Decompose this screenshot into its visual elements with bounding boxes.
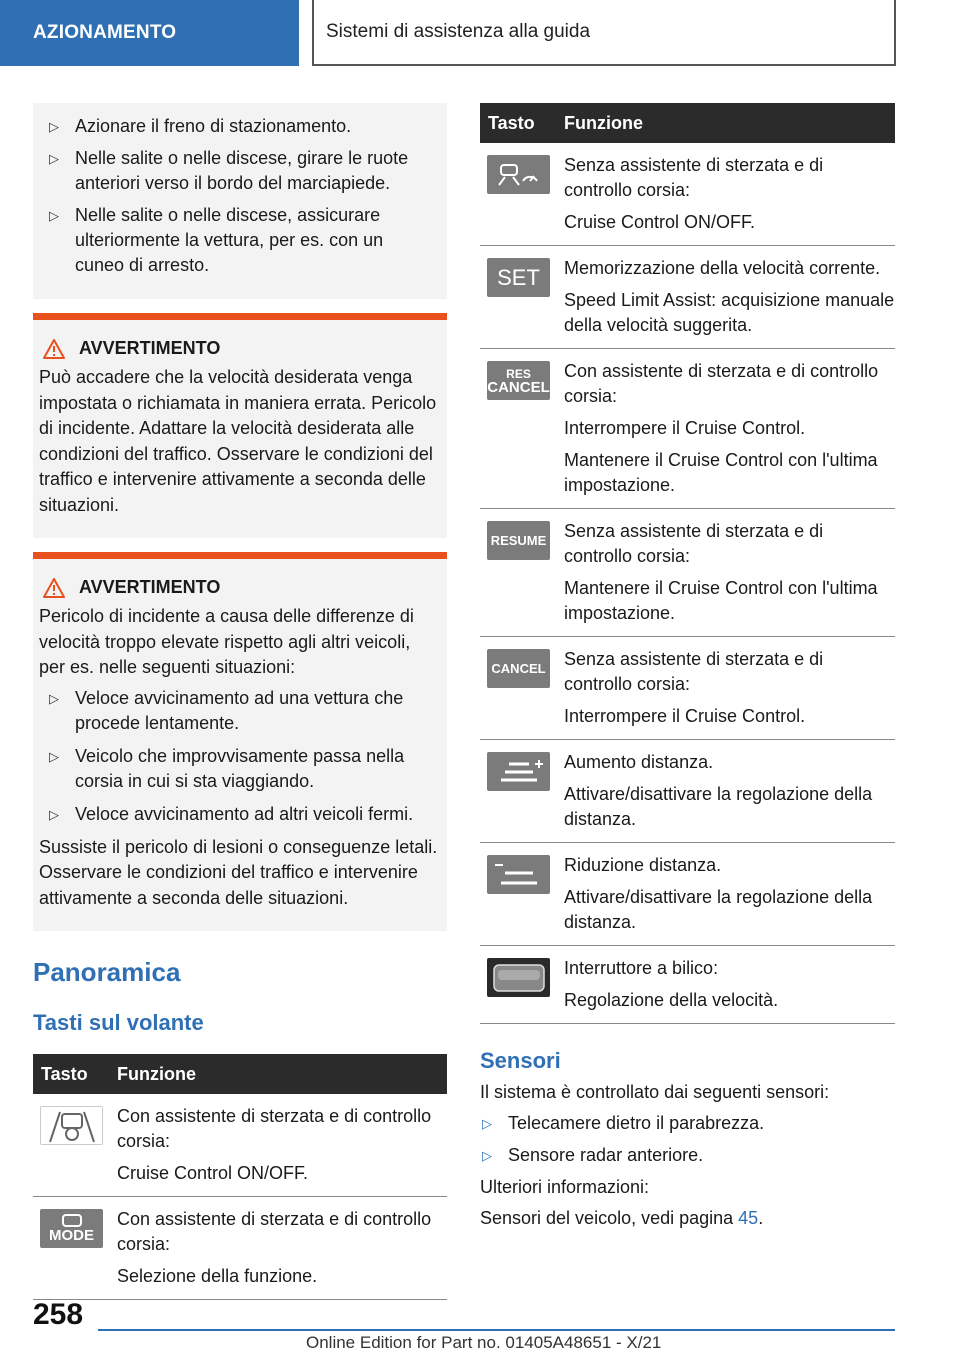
distance-increase-icon bbox=[487, 752, 550, 791]
table-row bbox=[480, 349, 895, 509]
resume-button-icon bbox=[487, 521, 550, 560]
page-number: 258 bbox=[33, 1298, 84, 1331]
icon-label: CANCEL bbox=[491, 661, 546, 676]
chapter-title: Sistemi di assistenza alla guida bbox=[312, 0, 896, 66]
warning-text: Pericolo di incidente a causa delle differenze di velocità troppo elevate rispetto agli altri veicoli, per es. nelle seguenti situazioni: bbox=[39, 606, 414, 677]
list-item: ▷ Veloce avvicinamento ad altri veicoli fermi. bbox=[43, 802, 441, 827]
function-text: Attivare/disattivare la regolazione della distanza. bbox=[564, 887, 873, 932]
warning-text-2: Sussiste il pericolo di lesioni o conseguenze letali. Osservare le condizioni del traffico e intervenire attivamente a seconda delle situazioni. bbox=[39, 836, 438, 908]
table-row bbox=[480, 946, 895, 1024]
steering-assist-icon bbox=[40, 1106, 103, 1145]
warning-box-2 bbox=[33, 552, 447, 931]
table-row bbox=[480, 843, 895, 946]
warning-box-1 bbox=[33, 313, 447, 538]
footer-edition: Online Edition for Part no. 01405A48651 - X/21 bbox=[306, 1333, 662, 1352]
page-header bbox=[0, 0, 960, 66]
table-row bbox=[480, 143, 895, 246]
table-row bbox=[33, 1094, 447, 1197]
list-item: ▷ Sensore radar anteriore. bbox=[480, 1143, 895, 1168]
sensors-reference bbox=[480, 1206, 895, 1231]
distance-decrease-icon bbox=[487, 855, 550, 894]
function-text: Selezione della funzione. bbox=[117, 1266, 318, 1286]
warning-triangle-icon bbox=[43, 339, 65, 359]
icon-label: SET bbox=[497, 265, 540, 290]
list-item: ▷ Azionare il freno di stazionamento. bbox=[43, 114, 437, 139]
sensors-list bbox=[480, 1111, 895, 1168]
column-header-key: Tasto bbox=[33, 1054, 113, 1094]
function-text: Attivare/disattivare la regolazione della distanza. bbox=[564, 784, 873, 829]
column-header-key: Tasto bbox=[480, 103, 560, 143]
function-text: Senza assistente di sterzata e di controllo corsia: bbox=[564, 521, 824, 566]
parking-steps-box bbox=[33, 103, 447, 299]
list-item: ▷ Veloce avvicinamento ad una vettura che procede lentamente. bbox=[43, 686, 441, 736]
function-text: Interrompere il Cruise Control. bbox=[564, 418, 806, 438]
cruise-control-icon bbox=[487, 155, 550, 194]
function-text: Regolazione della velocità. bbox=[564, 990, 779, 1010]
page-link[interactable]: 45 bbox=[738, 1208, 759, 1228]
function-text: Con assistente di sterzata e di controllo corsia: bbox=[117, 1209, 432, 1254]
function-text: Senza assistente di sterzata e di controllo corsia: bbox=[564, 649, 824, 694]
warning-title-text: AVVERTIMENTO bbox=[79, 338, 221, 358]
icon-label: MODE bbox=[49, 1227, 94, 1244]
icon-label: RES bbox=[506, 366, 531, 381]
heading-panoramica: Panoramica bbox=[33, 957, 181, 987]
rocker-switch-icon bbox=[487, 958, 550, 997]
parking-steps-list bbox=[43, 114, 437, 278]
function-text: Mantenere il Cruise Control con l'ultima impostazione. bbox=[564, 578, 878, 623]
warning-text: Può accadere che la velocità desiderata venga impostata o richiamata in maniera errata. Pericolo di incidente. Adattare la velocità desiderata alle condizioni del traffico. Osservare le condizioni del traffico e intervenire attivamente a seconda delle situazioni. bbox=[39, 367, 437, 515]
icon-label: CANCEL bbox=[487, 378, 550, 396]
warning-situations-list bbox=[39, 686, 441, 827]
left-column bbox=[33, 103, 447, 1300]
footer-divider bbox=[98, 1329, 895, 1331]
warning-title-text: AVVERTIMENTO bbox=[79, 577, 221, 597]
function-text: Con assistente di sterzata e di controllo corsia: bbox=[564, 361, 879, 406]
reference-text: Sensori del veicolo, vedi pagina bbox=[480, 1208, 739, 1228]
cancel-button-icon bbox=[487, 649, 550, 688]
heading-sensors: Sensori bbox=[480, 1048, 561, 1073]
list-item: ▷ Telecamere dietro il parabrezza. bbox=[480, 1111, 895, 1136]
list-item: ▷ Nelle salite o nelle discese, girare le ruote anteriori verso il bordo del marciapiede. bbox=[43, 146, 437, 196]
warning-triangle-icon bbox=[43, 578, 65, 598]
warning-title bbox=[39, 577, 441, 598]
reference-end: . bbox=[758, 1208, 764, 1228]
function-text: Memorizzazione della velocità corrente. bbox=[564, 258, 881, 278]
column-header-function: Funzione bbox=[113, 1054, 447, 1094]
function-text: Cruise Control ON/OFF. bbox=[117, 1163, 309, 1183]
function-text: Interrompere il Cruise Control. bbox=[564, 706, 806, 726]
steering-keys-table bbox=[33, 1054, 447, 1300]
table-row bbox=[480, 740, 895, 843]
res-cancel-button-icon bbox=[487, 361, 550, 400]
sensors-intro: Il sistema è controllato dai seguenti sensori: bbox=[480, 1082, 830, 1102]
mode-button-icon bbox=[40, 1209, 103, 1248]
heading-steering-wheel-keys: Tasti sul volante bbox=[33, 1010, 204, 1035]
icon-label: RESUME bbox=[490, 533, 547, 548]
function-text: Mantenere il Cruise Control con l'ultima impostazione. bbox=[564, 450, 878, 495]
function-text: Riduzione distanza. bbox=[564, 855, 722, 875]
sensors-section bbox=[480, 1048, 895, 1231]
function-text: Speed Limit Assist: acquisizione manuale della velocità suggerita. bbox=[564, 290, 895, 335]
table-row bbox=[480, 509, 895, 637]
function-text: Senza assistente di sterzata e di controllo corsia: bbox=[564, 155, 824, 200]
more-info-label: Ulteriori informazioni: bbox=[480, 1177, 650, 1197]
function-text: Con assistente di sterzata e di controllo corsia: bbox=[117, 1106, 432, 1151]
function-text: Cruise Control ON/OFF. bbox=[564, 212, 756, 232]
table-row bbox=[480, 637, 895, 740]
list-item: ▷ Nelle salite o nelle discese, assicurare ulteriormente la vettura, per es. con un cuneo di arresto. bbox=[43, 203, 437, 278]
column-header-function: Funzione bbox=[560, 103, 895, 143]
warning-title bbox=[39, 338, 441, 359]
set-button-icon bbox=[487, 258, 550, 297]
right-column bbox=[480, 103, 895, 1237]
table-row bbox=[33, 1197, 447, 1300]
section-tab: AZIONAMENTO bbox=[0, 0, 299, 66]
function-text: Aumento distanza. bbox=[564, 752, 714, 772]
list-item: ▷ Veicolo che improvvisamente passa nella corsia in cui si sta viaggiando. bbox=[43, 744, 441, 794]
function-keys-table bbox=[480, 103, 895, 1024]
function-text: Interruttore a bilico: bbox=[564, 958, 719, 978]
table-row bbox=[480, 246, 895, 349]
